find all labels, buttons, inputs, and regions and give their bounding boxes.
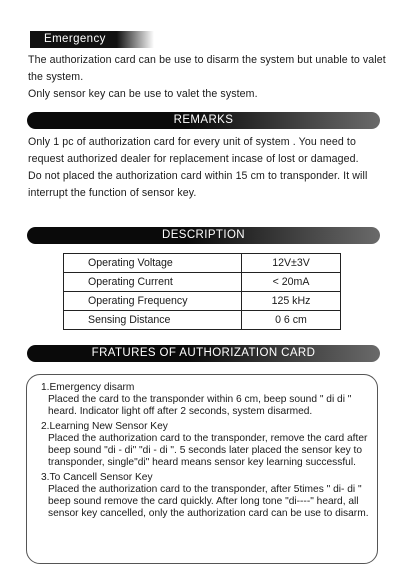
remarks-line-2: Do not placed the authorization card within 15 cm to transponder. It will interrupt the function of sensor key.	[28, 170, 368, 199]
spec-value: < 20mA	[242, 273, 341, 292]
spec-value: 12V±3V	[242, 254, 341, 273]
feature-title: 3.To Cancell Sensor Key	[41, 472, 153, 483]
spec-value: 125 kHz	[242, 292, 341, 311]
specs-table	[63, 253, 341, 330]
features-box	[26, 374, 378, 564]
spec-value: 0 6 cm	[242, 311, 341, 330]
table-row	[64, 254, 341, 273]
remarks-heading: REMARKS	[27, 112, 380, 129]
emergency-section	[28, 52, 390, 103]
feature-item	[41, 382, 369, 418]
description-heading: DESCRIPTION	[27, 227, 380, 244]
emergency-heading: Emergency	[30, 31, 154, 48]
spec-label: Operating Voltage	[64, 254, 242, 273]
spec-label: Operating Current	[64, 273, 242, 292]
spec-label: Operating Frequency	[64, 292, 242, 311]
feature-title: 1.Emergency disarm	[41, 382, 135, 393]
features-heading: FRATURES OF AUTHORIZATION CARD	[27, 345, 380, 362]
emergency-line-1: The authorization card can be use to disarm the system but unable to valet the system.	[28, 54, 386, 83]
feature-body: Placed the authorization card to the transponder, remove the card after beep sound "di - di" "di - di ". 5 seconds later placed the sensor key to transponder, single"di" heard means sensor key learning successful.	[48, 433, 368, 468]
emergency-line-2: Only sensor key can be use to valet the system.	[28, 88, 258, 100]
remarks-section	[28, 134, 390, 202]
feature-item	[41, 472, 369, 520]
feature-title: 2.Learning New Sensor Key	[41, 421, 168, 432]
table-row	[64, 292, 341, 311]
feature-body: Placed the authorization card to the transponder, after 5times " di- di " beep sound remove the card quickly. After long tone "di----" heard, all sensor key cancelled, only the authorization card can be use to disarm.	[48, 484, 369, 519]
table-row	[64, 273, 341, 292]
remarks-line-1: Only 1 pc of authorization card for every unit of system . You need to request authorized dealer for replacement incase of lost or damaged.	[28, 136, 359, 165]
table-row	[64, 311, 341, 330]
spec-label: Sensing Distance	[64, 311, 242, 330]
feature-item	[41, 421, 369, 469]
feature-body: Placed the card to the transponder within 6 cm, beep sound " di di " heard. Indicator light off after 2 seconds, system disarmed.	[48, 394, 352, 417]
